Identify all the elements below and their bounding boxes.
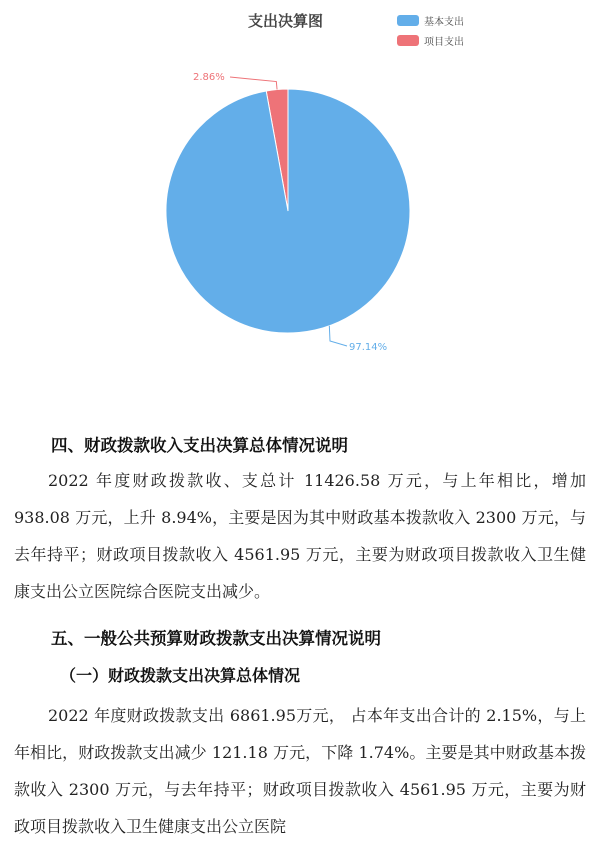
leader-line-basic bbox=[329, 326, 347, 346]
chart-title: 支出决算图 bbox=[248, 12, 324, 30]
pie-svg bbox=[0, 0, 596, 400]
leader-line-project bbox=[230, 77, 277, 89]
data-label-project: 2.86% bbox=[193, 72, 225, 83]
expenditure-pie-chart bbox=[0, 0, 596, 400]
section-4-paragraph: 2022 年度财政拨款收、支总计 11426.58 万元，与上年相比，增加 938.08 万元，上升 8.94%，主要是因为其中财政基本拨款收入 2300 万元，与去年持平；财政项目拨款收入 4561.95 万元，主要为财政项目拨款收入卫生健康支出公立医院综合医院支出减少。 bbox=[14, 471, 586, 601]
pie-slice-basic[interactable] bbox=[166, 89, 410, 333]
legend-label-project: 项目支出 bbox=[424, 36, 464, 48]
section-5-heading: 五、一般公共预算财政拨款支出决算情况说明 bbox=[51, 629, 381, 648]
section-5-paragraph: 2022 年度财政拨款支出 6861.95万元， 占本年支出合计的 2.15%，与上年相比，财政拨款支出减少 121.18 万元，下降 1.74%。主要是其中财政基本拨款收入 2300 万元，与去年持平；财政项目拨款收入 4561.95 万元，主要为财政项目拨款收入卫生健康支出公立医院 bbox=[14, 706, 586, 836]
data-label-basic: 97.14% bbox=[349, 342, 388, 353]
legend-label-basic: 基本支出 bbox=[424, 16, 464, 28]
section-4-heading: 四、财政拨款收入支出决算总体情况说明 bbox=[51, 436, 348, 455]
section-5-subheading-1: （一）财政拨款支出决算总体情况 bbox=[60, 666, 301, 685]
